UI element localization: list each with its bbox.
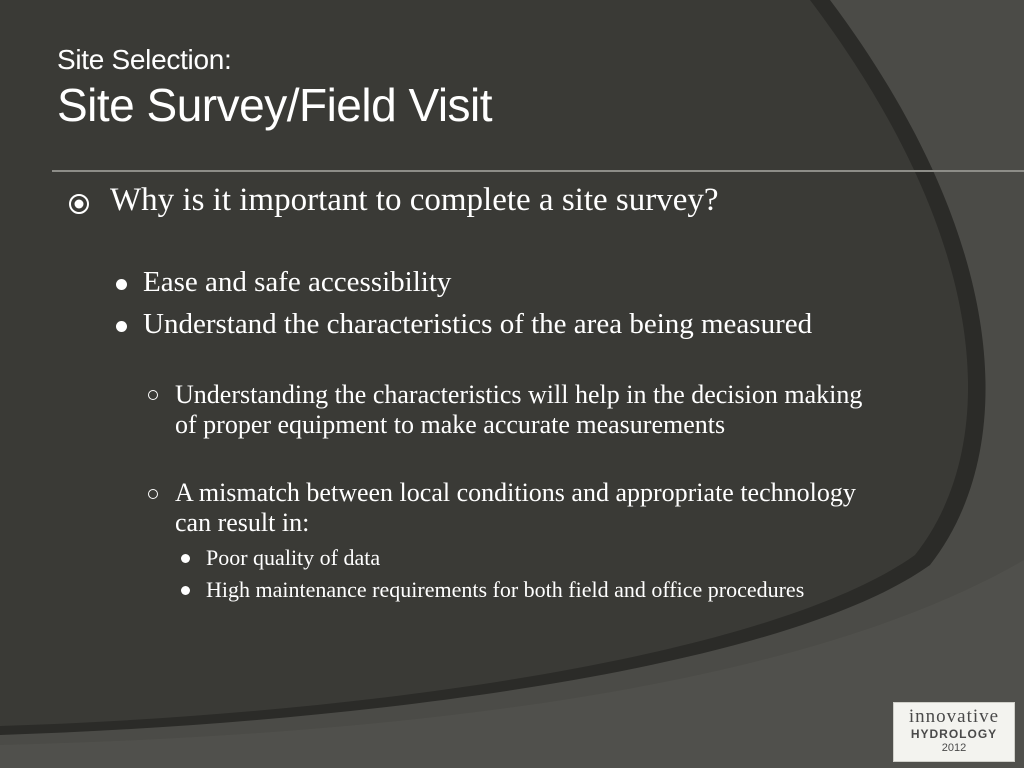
filled-circle-bullet-icon: [116, 279, 127, 290]
title-block: [57, 42, 957, 132]
slide-subtitle: Site Selection:: [57, 44, 232, 75]
title-divider: [52, 170, 1024, 172]
bullet-understand: Understand the characteristics of the area being measured: [143, 308, 813, 340]
filled-circle-bullet-icon: [181, 554, 190, 563]
filled-circle-bullet-icon: [116, 321, 127, 332]
bullet-poor-quality: Poor quality of data: [206, 545, 381, 570]
innovative-hydrology-logo: [893, 702, 1015, 762]
hollow-circle-bullet-icon: [148, 390, 158, 400]
circled-dot-bullet-icon: [68, 193, 90, 215]
bullet-maintenance: High maintenance requirements for both field and office procedures: [206, 577, 805, 602]
logo-line-2: HYDROLOGY: [910, 727, 998, 741]
bullet-mismatch: A mismatch between local conditions and appropriate technology can result in:: [175, 478, 856, 537]
slide-title: Site Survey/Field Visit: [57, 79, 493, 131]
bullet-question: Why is it important to complete a site survey?: [110, 182, 719, 218]
logo-line-3: 2012: [941, 742, 967, 754]
hollow-circle-bullet-icon: [148, 489, 158, 499]
bullet-ease: Ease and safe accessibility: [143, 266, 452, 298]
logo-line-1: innovative: [908, 706, 1000, 727]
bullet-understanding-help: Understanding the characteristics will help in the decision making of proper equipment to make accurate measurements: [175, 380, 863, 439]
filled-circle-bullet-icon: [181, 586, 190, 595]
